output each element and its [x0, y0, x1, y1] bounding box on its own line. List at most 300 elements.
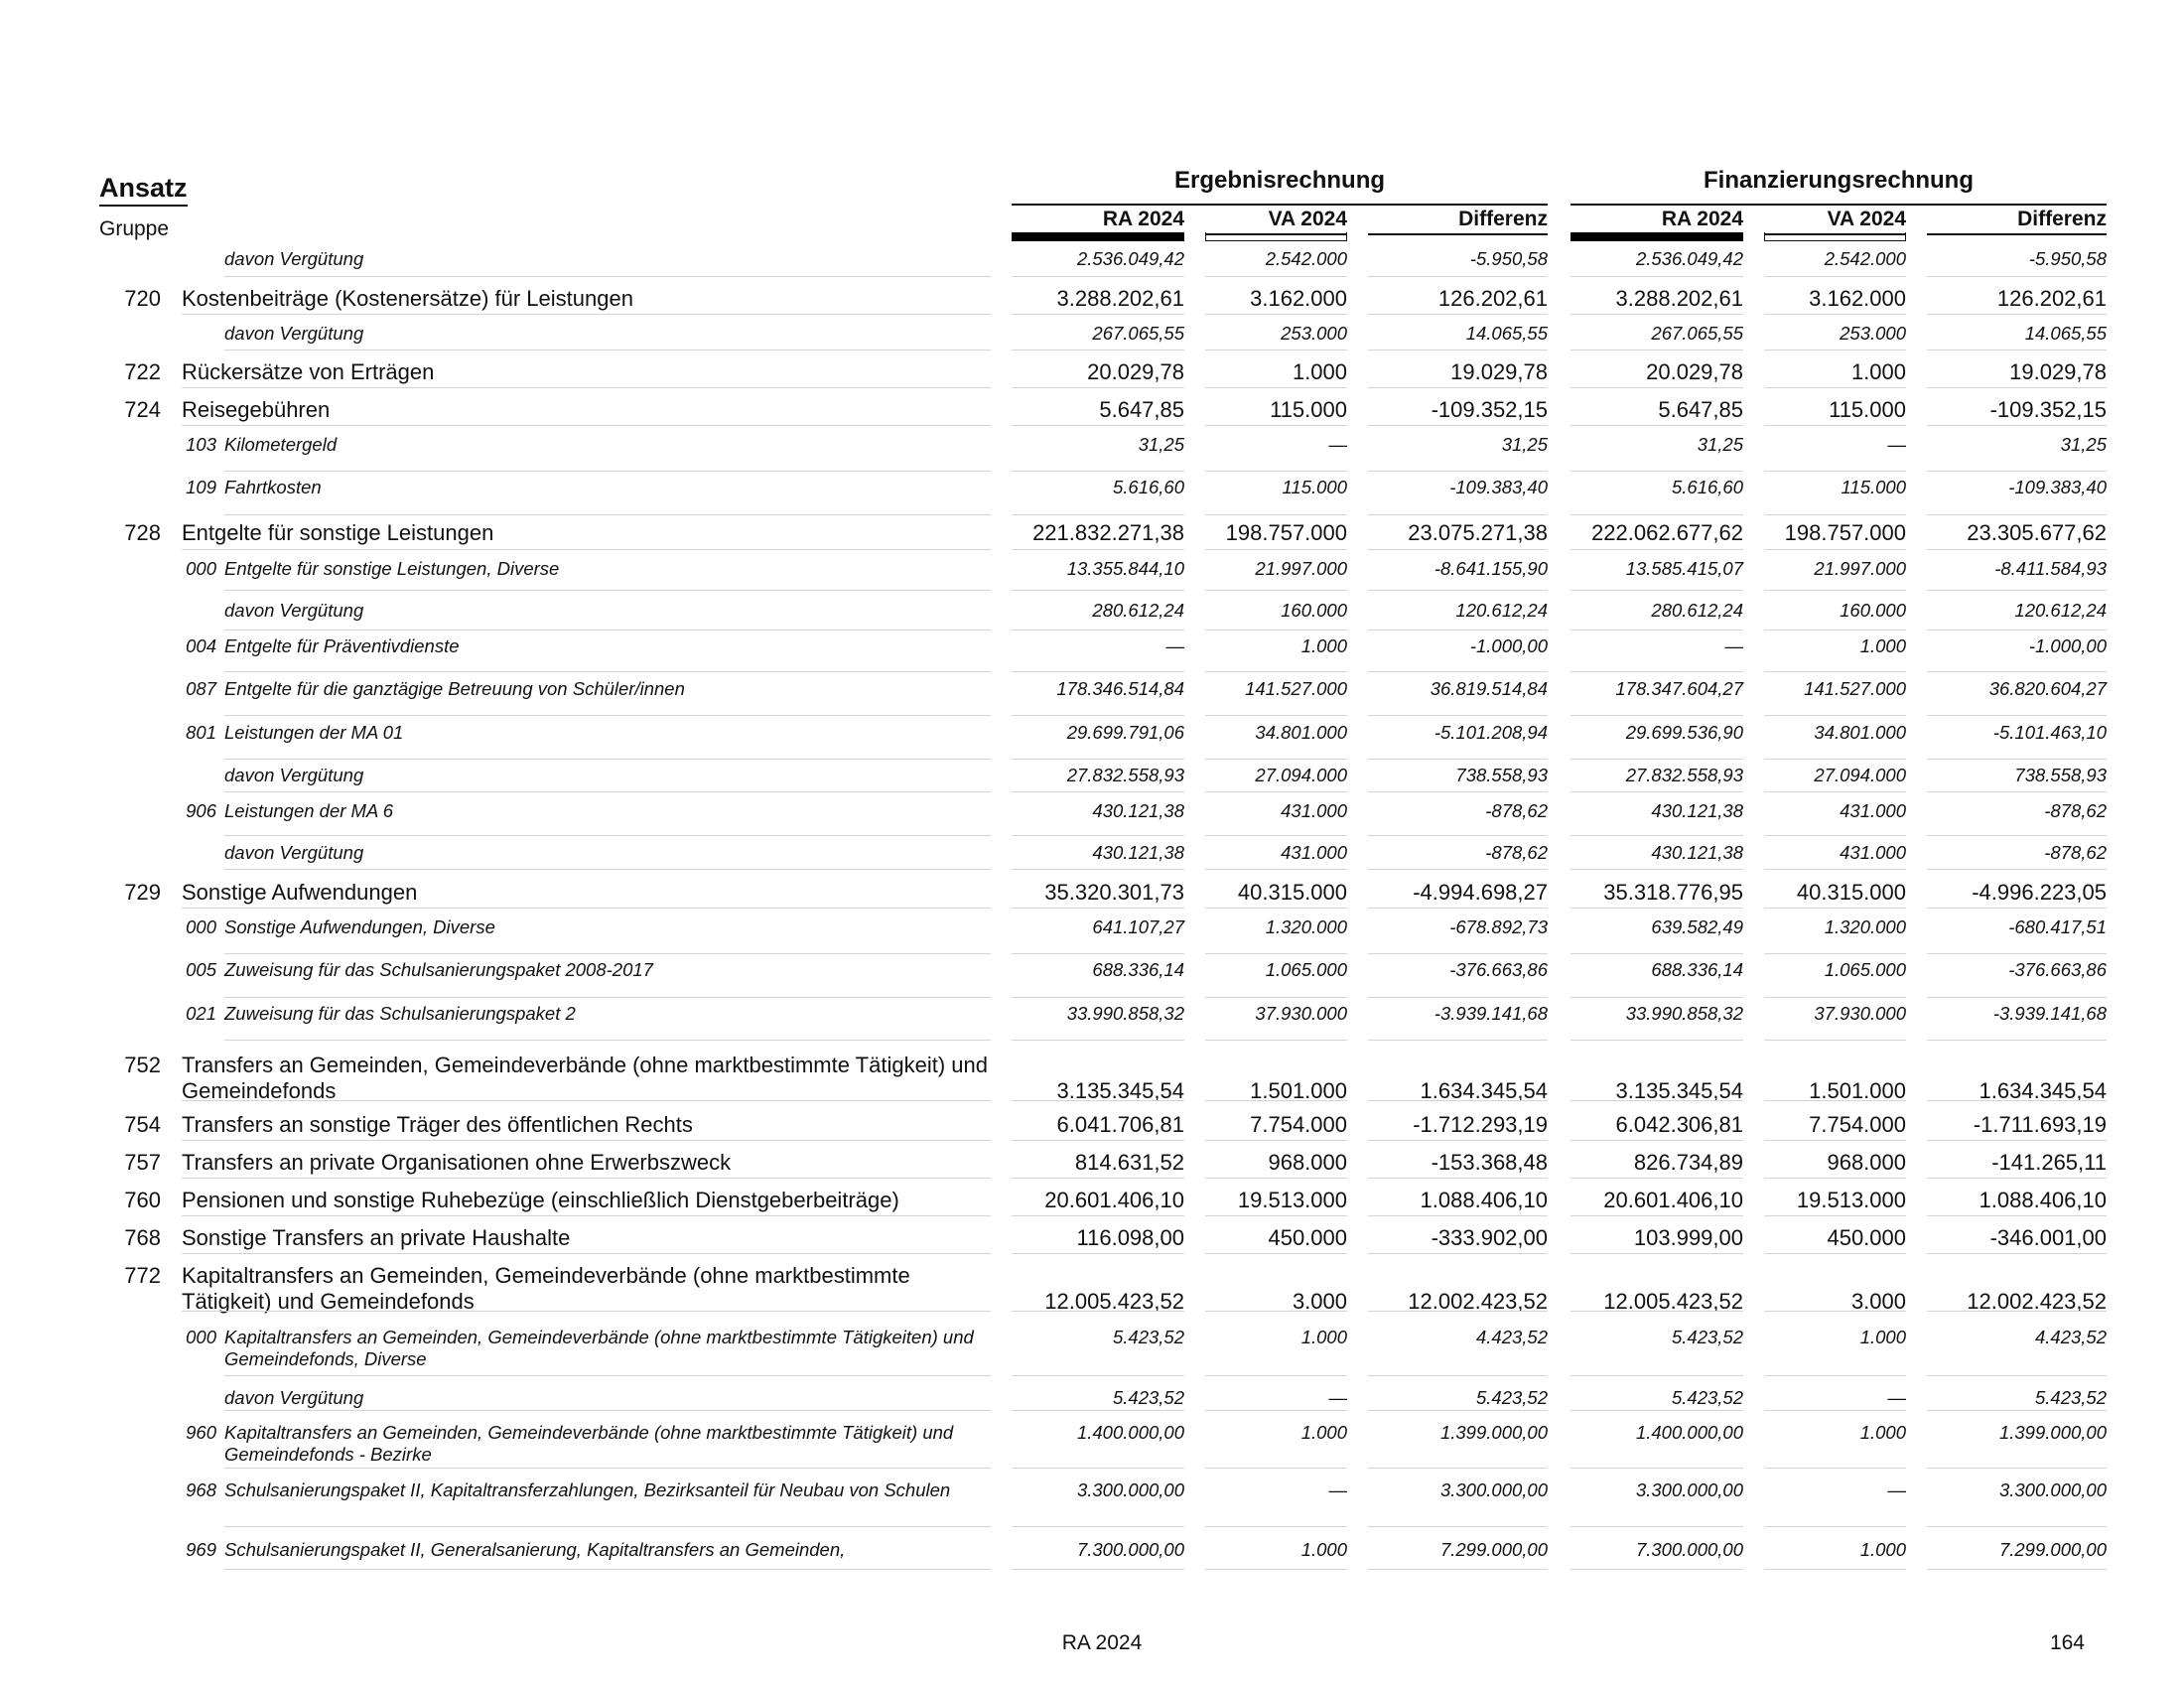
row-separator [1205, 1140, 1347, 1141]
row-label: davon Vergütung [224, 248, 364, 269]
row-value: 968.000 [1827, 1150, 1906, 1175]
row-value: 7.300.000,00 [1635, 1539, 1743, 1560]
row-separator [1764, 1215, 1906, 1216]
row-separator [1012, 1178, 1184, 1179]
row-value: 7.300.000,00 [1076, 1539, 1184, 1560]
row-code: 768 [124, 1225, 161, 1250]
row-value: 3.288.202,61 [1615, 286, 1743, 311]
row-separator [224, 1375, 991, 1376]
row-value: 4.423,52 [1475, 1327, 1548, 1347]
row-value: 280.612,24 [1092, 600, 1184, 621]
row-separator [1764, 471, 1906, 472]
row-value: 450.000 [1827, 1225, 1906, 1250]
column-header-differenz: Differenz [1927, 206, 2107, 235]
row-separator [1368, 1311, 1548, 1312]
row-separator [182, 1311, 991, 1312]
row-value: -376.663,86 [1449, 959, 1548, 980]
row-value: 27.832.558,93 [1625, 765, 1743, 785]
row-separator [1368, 276, 1548, 277]
row-label: Schulsanierungspaket II, Kapitaltransferzahlungen, Bezirksanteil für Neubau von Schulen [224, 1479, 951, 1500]
row-value: 13.355.844,10 [1066, 558, 1184, 579]
row-separator [182, 387, 991, 388]
row-code: 729 [124, 880, 161, 905]
row-separator [224, 1468, 991, 1469]
row-separator [1368, 1410, 1548, 1411]
row-code: 087 [186, 678, 216, 699]
row-separator [1927, 514, 2107, 515]
row-separator [1570, 1040, 1743, 1041]
row-separator [1570, 953, 1743, 954]
row-value: 141.527.000 [1245, 678, 1347, 699]
row-separator [1570, 314, 1743, 315]
row-value: 1.320.000 [1265, 916, 1347, 937]
row-separator [1764, 514, 1906, 515]
row-separator [1570, 671, 1743, 672]
row-separator [1764, 997, 1906, 998]
row-separator [1764, 387, 1906, 388]
row-separator [1368, 514, 1548, 515]
row-code: 103 [186, 434, 216, 455]
row-separator [1570, 387, 1743, 388]
row-value: 115.000 [1829, 397, 1906, 422]
row-label: Zuweisung für das Schulsanierungspaket 2008-2017 [224, 959, 653, 980]
row-value: 13.585.415,07 [1625, 558, 1743, 579]
row-value: -878,62 [1485, 842, 1548, 863]
row-separator [1012, 1526, 1184, 1527]
row-separator [1764, 549, 1906, 550]
column-header-va: VA 2024 [1764, 206, 1906, 235]
row-label: Sonstige Aufwendungen, Diverse [224, 916, 495, 937]
row-value: 178.346.514,84 [1056, 678, 1184, 699]
row-separator [1570, 350, 1743, 351]
row-value: 34.801.000 [1255, 722, 1347, 743]
row-value: 2.542.000 [1824, 248, 1906, 269]
row-code: 968 [186, 1479, 216, 1500]
row-separator [1570, 1410, 1743, 1411]
row-separator [224, 953, 991, 954]
row-separator [224, 869, 991, 870]
row-label: davon Vergütung [224, 842, 364, 863]
row-separator [1368, 1178, 1548, 1179]
row-value: 19.029,78 [1450, 359, 1548, 384]
row-value: -109.352,15 [1989, 397, 2107, 422]
row-value: 29.699.536,90 [1625, 722, 1743, 743]
row-separator [1927, 715, 2107, 716]
row-separator [1205, 314, 1347, 315]
row-code: 109 [186, 477, 216, 497]
row-separator [1927, 425, 2107, 426]
row-separator [1205, 1468, 1347, 1469]
row-separator [1368, 791, 1548, 792]
row-value: 35.320.301,73 [1044, 880, 1184, 905]
row-value: 12.002.423,52 [1408, 1289, 1548, 1314]
row-separator [224, 590, 991, 591]
row-label: davon Vergütung [224, 323, 364, 344]
row-separator [1764, 1526, 1906, 1527]
row-separator [1570, 471, 1743, 472]
row-separator [1764, 908, 1906, 909]
row-value: 27.094.000 [1255, 765, 1347, 785]
row-separator [1764, 671, 1906, 672]
row-value: 37.930.000 [1255, 1003, 1347, 1024]
row-separator [1205, 908, 1347, 909]
row-separator [1764, 1569, 1906, 1570]
row-separator [1927, 1253, 2107, 1254]
row-separator [1368, 590, 1548, 591]
row-separator [1205, 1100, 1347, 1101]
row-separator [182, 1178, 991, 1179]
row-value: 1.000 [1300, 1539, 1347, 1560]
row-separator [1764, 1253, 1906, 1254]
row-label: Entgelte für Präventivdienste [224, 635, 460, 656]
row-separator [1927, 1100, 2107, 1101]
row-code: 728 [124, 520, 161, 545]
row-separator [182, 1253, 991, 1254]
row-separator [1012, 1410, 1184, 1411]
row-separator [1927, 1375, 2107, 1376]
row-separator [1368, 1253, 1548, 1254]
row-value: 3.300.000,00 [1998, 1479, 2107, 1500]
row-value: 7.299.000,00 [1439, 1539, 1548, 1560]
row-separator [1012, 671, 1184, 672]
row-separator [1368, 1526, 1548, 1527]
row-value: 431.000 [1281, 800, 1347, 821]
row-value: 3.300.000,00 [1635, 1479, 1743, 1500]
column-header-ra: RA 2024 [1012, 206, 1184, 235]
row-separator [224, 835, 991, 836]
row-value: 14.065,55 [1465, 323, 1548, 344]
row-value: 198.757.000 [1225, 520, 1347, 545]
row-value: 7.754.000 [1250, 1112, 1347, 1137]
row-separator [182, 908, 991, 909]
row-value: 29.699.791,06 [1066, 722, 1184, 743]
row-separator [1012, 1569, 1184, 1570]
row-separator [1570, 1100, 1743, 1101]
row-code: 752 [124, 1053, 161, 1077]
row-separator [1205, 1375, 1347, 1376]
row-separator [1764, 1178, 1906, 1179]
row-separator [1764, 1311, 1906, 1312]
row-value: 1.399.000,00 [1439, 1422, 1548, 1443]
row-separator [182, 549, 991, 550]
row-value: -5.101.463,10 [1992, 722, 2107, 743]
row-value: 3.000 [1850, 1289, 1906, 1314]
row-value: 33.990.858,32 [1625, 1003, 1743, 1024]
row-label: Entgelte für sonstige Leistungen, Diverse [224, 558, 560, 579]
row-value: 36.819.514,84 [1430, 678, 1548, 699]
row-value: -5.950,58 [2028, 248, 2107, 269]
row-separator [1368, 759, 1548, 760]
row-value: 40.315.000 [1237, 880, 1347, 905]
row-code: 754 [124, 1112, 161, 1137]
row-label: Fahrtkosten [224, 477, 322, 497]
row-value: 19.513.000 [1237, 1188, 1347, 1212]
row-separator [1927, 1311, 2107, 1312]
row-value: — [1328, 1479, 1347, 1500]
row-separator [182, 1215, 991, 1216]
row-separator [1927, 350, 2107, 351]
row-code: 906 [186, 800, 216, 821]
row-separator [1764, 715, 1906, 716]
row-label: Schulsanierungspaket II, Generalsanierung, Kapitaltransfers an Gemeinden, [224, 1539, 846, 1560]
row-value: 280.612,24 [1651, 600, 1743, 621]
row-separator [224, 715, 991, 716]
row-value: 178.347.604,27 [1615, 678, 1743, 699]
row-separator [1368, 1215, 1548, 1216]
row-label: Sonstige Transfers an private Haushalte [182, 1225, 571, 1250]
row-value: -333.902,00 [1431, 1225, 1548, 1250]
row-separator [224, 276, 991, 277]
row-value: 431.000 [1840, 800, 1906, 821]
row-separator [1012, 1040, 1184, 1041]
row-separator [1764, 314, 1906, 315]
row-separator [224, 630, 991, 631]
row-separator [1368, 908, 1548, 909]
row-separator [1927, 590, 2107, 591]
row-separator [1012, 1375, 1184, 1376]
row-separator [1205, 1253, 1347, 1254]
row-separator [1368, 953, 1548, 954]
row-separator [1764, 1040, 1906, 1041]
row-separator [1368, 387, 1548, 388]
row-separator [1764, 835, 1906, 836]
row-value: 3.135.345,54 [1615, 1078, 1743, 1103]
row-separator [1012, 869, 1184, 870]
row-separator [1012, 314, 1184, 315]
row-label: davon Vergütung [224, 765, 364, 785]
row-value: 5.423,52 [1475, 1387, 1548, 1408]
row-separator [1927, 1468, 2107, 1469]
row-value: 5.423,52 [1671, 1327, 1743, 1347]
row-separator [1368, 835, 1548, 836]
row-value: 3.288.202,61 [1056, 286, 1184, 311]
row-value: 5.616,60 [1671, 477, 1743, 497]
row-value: 120.612,24 [2014, 600, 2107, 621]
row-separator [1927, 953, 2107, 954]
row-label: davon Vergütung [224, 1387, 364, 1408]
row-separator [182, 425, 991, 426]
row-value: 3.300.000,00 [1076, 1479, 1184, 1500]
row-value: 36.820.604,27 [1988, 678, 2107, 699]
row-separator [1764, 1375, 1906, 1376]
row-separator [1570, 514, 1743, 515]
row-separator [1012, 1253, 1184, 1254]
row-separator [1570, 1375, 1743, 1376]
row-value: 34.801.000 [1814, 722, 1906, 743]
row-separator [1368, 1040, 1548, 1041]
row-code: 004 [186, 635, 216, 656]
row-value: 639.582,49 [1651, 916, 1743, 937]
row-code: 724 [124, 397, 161, 422]
row-separator [1205, 835, 1347, 836]
row-separator [1012, 1311, 1184, 1312]
row-code: 720 [124, 286, 161, 311]
row-value: -1.000,00 [1469, 635, 1548, 656]
row-separator [1368, 425, 1548, 426]
row-separator [1368, 1140, 1548, 1141]
row-value: 3.300.000,00 [1439, 1479, 1548, 1500]
row-value: 738.558,93 [2014, 765, 2107, 785]
row-separator [1205, 276, 1347, 277]
row-separator [1570, 1215, 1743, 1216]
row-value: 3.162.000 [1250, 286, 1347, 311]
row-separator [1927, 1410, 2107, 1411]
row-separator [1570, 1178, 1743, 1179]
ra-marker-bar [1012, 232, 1184, 241]
row-separator [1570, 835, 1743, 836]
row-value: -5.101.208,94 [1433, 722, 1548, 743]
row-label: Entgelte für die ganztägige Betreuung von Schüler/innen [224, 678, 685, 699]
row-value: -878,62 [1485, 800, 1548, 821]
row-value: 430.121,38 [1651, 800, 1743, 821]
row-separator [1368, 1569, 1548, 1570]
row-separator [1570, 715, 1743, 716]
row-value: 738.558,93 [1455, 765, 1548, 785]
row-separator [1205, 869, 1347, 870]
row-separator [1764, 759, 1906, 760]
row-code: 005 [186, 959, 216, 980]
row-separator [1764, 425, 1906, 426]
row-value: -109.383,40 [2008, 477, 2107, 497]
row-separator [1570, 997, 1743, 998]
row-separator [1927, 1040, 2107, 1041]
row-separator [1570, 1468, 1743, 1469]
row-value: 3.000 [1292, 1289, 1347, 1314]
row-value: 1.399.000,00 [1998, 1422, 2107, 1443]
row-value: 968.000 [1268, 1150, 1347, 1175]
row-separator [1205, 1311, 1347, 1312]
footer-report-label: RA 2024 [1061, 1631, 1143, 1654]
row-value: -878,62 [2044, 800, 2107, 821]
row-separator [1764, 276, 1906, 277]
row-value: 431.000 [1281, 842, 1347, 863]
row-separator [1012, 425, 1184, 426]
row-value: 198.757.000 [1784, 520, 1906, 545]
row-separator [1570, 590, 1743, 591]
row-separator [1927, 791, 2107, 792]
row-separator [1368, 715, 1548, 716]
row-separator [1764, 953, 1906, 954]
row-separator [1012, 514, 1184, 515]
row-value: 2.536.049,42 [1635, 248, 1743, 269]
row-value: -109.383,40 [1449, 477, 1548, 497]
row-label: Rückersätze von Erträgen [182, 359, 435, 384]
row-separator [1927, 549, 2107, 550]
row-value: 4.423,52 [2034, 1327, 2107, 1347]
column-header-differenz: Differenz [1368, 206, 1548, 235]
row-separator [1927, 314, 2107, 315]
row-value: -680.417,51 [2008, 916, 2107, 937]
row-code: 960 [186, 1422, 216, 1443]
row-separator [1570, 1253, 1743, 1254]
row-code: 801 [186, 722, 216, 743]
row-separator [1368, 549, 1548, 550]
ansatz-label: Ansatz [99, 171, 188, 207]
row-separator [1570, 276, 1743, 277]
row-value: -8.641.155,90 [1433, 558, 1548, 579]
row-separator [1205, 425, 1347, 426]
row-separator [1205, 1178, 1347, 1179]
row-separator [1764, 1468, 1906, 1469]
row-separator [1927, 1140, 2107, 1141]
row-value: 1.501.000 [1250, 1078, 1347, 1103]
row-separator [224, 1410, 991, 1411]
footer-page-number: 164 [2049, 1631, 2085, 1654]
row-value: 267.065,55 [1651, 323, 1743, 344]
row-code: 760 [124, 1188, 161, 1212]
row-value: 1.000 [1859, 1327, 1906, 1347]
row-value: — [1328, 434, 1347, 455]
va-marker-bar [1205, 232, 1347, 241]
row-label: Pensionen und sonstige Ruhebezüge (einschließlich Dienstgeberbeiträge) [182, 1188, 899, 1212]
row-value: 116.098,00 [1076, 1225, 1184, 1250]
row-separator [1927, 471, 2107, 472]
row-value: 5.647,85 [1099, 397, 1184, 422]
row-separator [1205, 791, 1347, 792]
row-separator [224, 671, 991, 672]
row-label: Kapitaltransfers an Gemeinden, Gemeindeverbände (ohne marktbestimmte Tätigkeiten) und Gemeindefonds, Diverse [224, 1327, 974, 1369]
row-value: 6.041.706,81 [1056, 1112, 1184, 1137]
row-label: davon Vergütung [224, 600, 364, 621]
row-separator [1927, 276, 2107, 277]
row-separator [1927, 1178, 2107, 1179]
row-value: 1.400.000,00 [1635, 1422, 1743, 1443]
row-value: 19.029,78 [2009, 359, 2107, 384]
row-separator [1012, 350, 1184, 351]
row-separator [1764, 590, 1906, 591]
row-value: 221.832.271,38 [1032, 520, 1184, 545]
row-code: 000 [186, 1327, 216, 1347]
row-label: Zuweisung für das Schulsanierungspaket 2 [224, 1003, 576, 1024]
row-separator [1012, 590, 1184, 591]
row-value: 14.065,55 [2024, 323, 2107, 344]
row-separator [1368, 630, 1548, 631]
row-separator [224, 1569, 991, 1570]
row-value: 1.088.406,10 [1979, 1188, 2107, 1212]
row-value: 253.000 [1281, 323, 1347, 344]
row-value: -1.711.693,19 [1973, 1112, 2107, 1137]
row-value: -153.368,48 [1431, 1150, 1548, 1175]
row-separator [1570, 759, 1743, 760]
row-value: 5.616,60 [1112, 477, 1184, 497]
row-separator [1012, 953, 1184, 954]
row-separator [1570, 1526, 1743, 1527]
row-separator [1205, 671, 1347, 672]
row-label: Transfers an private Organisationen ohne Erwerbszweck [182, 1150, 732, 1175]
row-separator [1570, 1311, 1743, 1312]
row-value: -346.001,00 [1989, 1225, 2107, 1250]
row-separator [1927, 835, 2107, 836]
row-value: 450.000 [1268, 1225, 1347, 1250]
row-separator [1927, 1526, 2107, 1527]
row-separator [1368, 1468, 1548, 1469]
row-value: 31,25 [1138, 434, 1184, 455]
row-separator [1205, 953, 1347, 954]
row-separator [1570, 630, 1743, 631]
row-separator [1205, 997, 1347, 998]
row-separator [1570, 869, 1743, 870]
row-label: Leistungen der MA 6 [224, 800, 394, 821]
row-separator [1570, 791, 1743, 792]
row-label: Reisegebühren [182, 397, 331, 422]
row-separator [1368, 997, 1548, 998]
row-value: 27.832.558,93 [1066, 765, 1184, 785]
row-value: 5.423,52 [1671, 1387, 1743, 1408]
row-value: 33.990.858,32 [1066, 1003, 1184, 1024]
row-value: 31,25 [1697, 434, 1743, 455]
row-label: Kostenbeiträge (Kostenersätze) für Leistungen [182, 286, 633, 311]
row-value: 5.647,85 [1658, 397, 1743, 422]
